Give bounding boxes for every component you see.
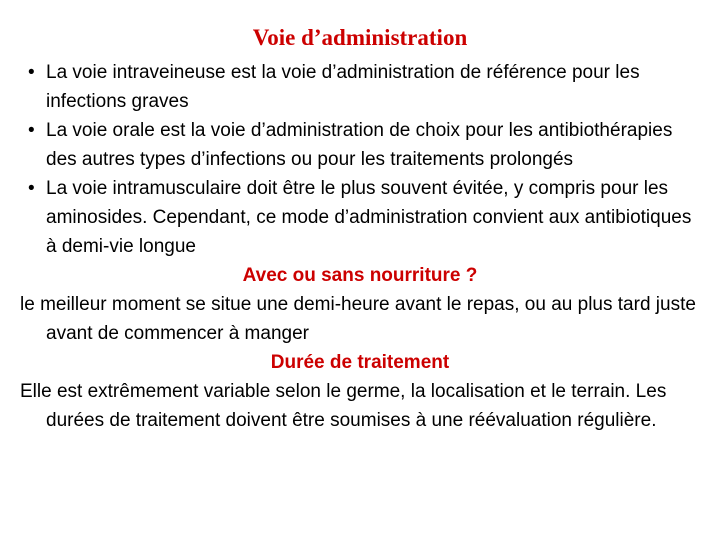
route-bullet-list [20,58,700,261]
bullet-oral: • La voie orale est la voie d’administration de choix pour les antibiothérapies des autres types d’infections ou pour les traitements prolongés [20,116,700,174]
slide-title: Voie d’administration [252,25,468,50]
duration-text: Elle est extrêmement variable selon le germe, la localisation et le terrain. Les durées de traitement doivent être soumises à une réévaluation régulière. [20,381,667,431]
food-text: le meilleur moment se situe une demi-heure avant le repas, ou au plus tard juste avant de commencer à manger [20,294,696,344]
bullet-intravenous: • La voie intraveineuse est la voie d’administration de référence pour les infections graves [20,58,700,116]
bullet-intramuscular: • La voie intramusculaire doit être le plus souvent évitée, y compris pour les aminosides. Cependant, ce mode d’administration convient aux antibiotiques à demi-vie longue [20,174,700,261]
duration-heading: Durée de traitement [270,352,450,373]
food-heading: Avec ou sans nourriture ? [242,265,478,286]
slide-content [20,58,700,435]
